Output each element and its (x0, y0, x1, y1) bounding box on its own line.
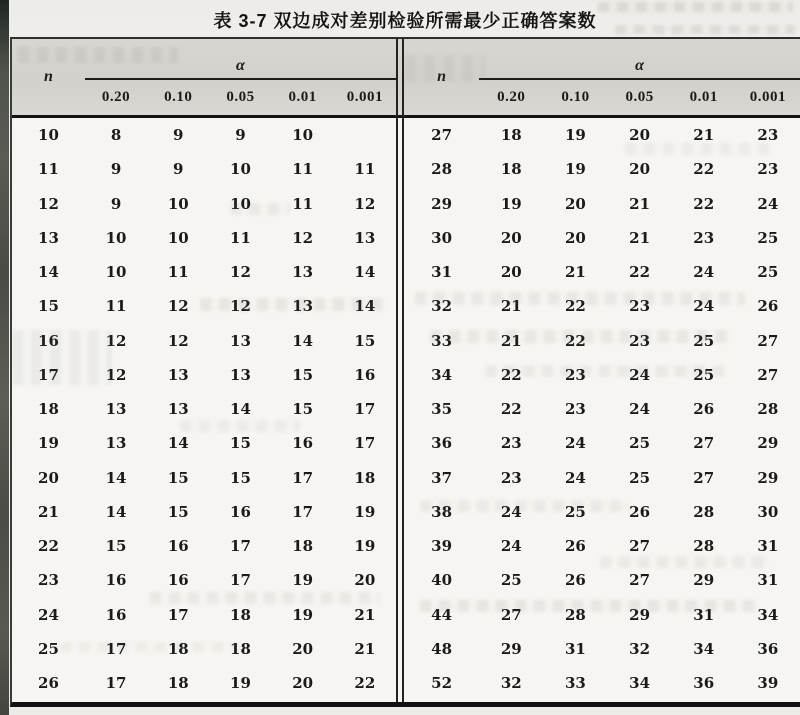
table-cell: 18 (167, 674, 189, 693)
table-row (404, 632, 800, 666)
table-cell: 27 (629, 571, 651, 590)
table-cell: 12 (230, 297, 251, 316)
table-cell: 22 (565, 297, 586, 316)
n-value-cell: 39 (431, 537, 453, 556)
table-cell: 9 (173, 160, 184, 179)
table-cell: 18 (354, 468, 376, 487)
table-cell: 20 (629, 160, 651, 179)
table-cell: 16 (105, 605, 127, 624)
alpha-level-header: 0.05 (625, 89, 654, 105)
table-cell: 25 (629, 434, 651, 453)
table-cell: 12 (105, 365, 127, 384)
table-cell: 10 (167, 228, 189, 247)
table-cell: 11 (167, 263, 189, 282)
table-cell: 31 (565, 639, 586, 658)
table-cell: 10 (105, 228, 127, 247)
table-cell: 18 (292, 537, 314, 556)
table-cell: 16 (230, 502, 251, 521)
table-cell: 25 (693, 331, 715, 350)
table-cell: 23 (500, 434, 522, 453)
table-cell: 19 (354, 537, 376, 556)
table-cell: 22 (500, 365, 522, 384)
table-cell: 19 (292, 571, 314, 590)
table-cell: 27 (693, 468, 715, 487)
table-cell: 16 (167, 537, 189, 556)
table-cell: 24 (629, 365, 651, 384)
table-cell: 13 (292, 297, 314, 316)
n-value-cell: 21 (38, 502, 59, 521)
n-column-header: n (437, 68, 447, 85)
table-cell: 27 (693, 434, 715, 453)
table-cell: 8 (110, 126, 122, 145)
table-cell: 20 (354, 571, 376, 590)
table-cell: 18 (167, 639, 189, 658)
table-cell: 12 (354, 194, 376, 213)
table-cell: 17 (230, 571, 251, 590)
table-cell: 22 (500, 400, 522, 419)
table-row (404, 187, 800, 221)
table-cell: 12 (105, 331, 127, 350)
bleedthrough-artifact (405, 55, 485, 81)
table-cell: 15 (167, 468, 189, 487)
table-cell: 24 (693, 263, 715, 282)
n-value-cell: 35 (431, 400, 453, 419)
n-value-cell: 24 (38, 605, 59, 624)
alpha-spanning-header: α (85, 39, 396, 80)
table-cell: 15 (230, 468, 251, 487)
table-cell: 19 (565, 126, 586, 145)
table-row (12, 255, 396, 289)
table-cell: 9 (235, 126, 246, 145)
table-cell: 10 (292, 126, 314, 145)
table-cell: 28 (693, 502, 715, 521)
table-cell: 27 (757, 365, 779, 384)
table-cell: 22 (629, 263, 651, 282)
table-row (404, 563, 800, 597)
table-cell: 9 (110, 160, 122, 179)
table-cell: 31 (757, 571, 779, 590)
table-cell: 17 (354, 434, 376, 453)
table-cell: 10 (230, 160, 251, 179)
table-cell: 29 (629, 605, 651, 624)
table-cell: 11 (292, 160, 314, 179)
table-middle-divider-line (396, 39, 398, 702)
table-cell: 23 (757, 160, 779, 179)
table-cell: 18 (230, 639, 251, 658)
table-cell: 16 (167, 571, 189, 590)
n-value-cell: 20 (38, 468, 59, 487)
table-cell: 17 (292, 502, 314, 521)
n-value-cell: 13 (38, 228, 59, 247)
table-cell: 14 (167, 434, 189, 453)
table-cell: 11 (292, 194, 314, 213)
table-cell: 29 (757, 434, 779, 453)
table-cell: 10 (105, 263, 127, 282)
table-cell: 13 (230, 365, 251, 384)
table-cell: 27 (757, 331, 779, 350)
table-cell: 14 (105, 468, 127, 487)
table-row (12, 187, 396, 221)
table-cell: 26 (757, 297, 779, 316)
table-cell: 13 (292, 263, 314, 282)
bleedthrough-artifact (598, 2, 793, 12)
table-cell: 21 (565, 263, 586, 282)
table-cell: 13 (167, 365, 189, 384)
bleedthrough-artifact (60, 642, 240, 652)
table-cell: 15 (292, 400, 314, 419)
table-cell: 13 (167, 400, 189, 419)
table-cell: 34 (757, 605, 779, 624)
table-cell: 24 (565, 434, 586, 453)
table-cell: 20 (629, 126, 651, 145)
table-cell: 19 (354, 502, 376, 521)
alpha-level-header: 0.01 (689, 89, 718, 105)
table-cell: 14 (292, 331, 314, 350)
table-cell: 25 (693, 365, 715, 384)
alpha-level-header: 0.01 (288, 89, 317, 105)
table-cell: 21 (354, 639, 376, 658)
table-cell: 39 (757, 674, 779, 693)
bleedthrough-artifact (420, 500, 630, 512)
table-cell: 29 (693, 571, 715, 590)
table-cell: 28 (693, 537, 715, 556)
table-cell: 9 (110, 194, 122, 213)
table-middle-divider-line (402, 39, 404, 702)
table-cell: 24 (500, 537, 522, 556)
bleedthrough-artifact (12, 330, 112, 385)
n-value-cell: 33 (431, 331, 453, 350)
table-cell: 20 (292, 639, 314, 658)
table-row (12, 529, 396, 563)
table-cell: 17 (167, 605, 189, 624)
bleedthrough-artifact (230, 203, 290, 215)
n-value-cell: 25 (38, 639, 59, 658)
table-cell: 19 (230, 674, 251, 693)
table-body-left (12, 118, 396, 702)
table-cell: 12 (167, 331, 189, 350)
table-cell: 15 (230, 434, 251, 453)
table-cell: 31 (693, 605, 715, 624)
book-gutter-shadow (0, 0, 9, 715)
alpha-spanning-header: α (479, 39, 800, 80)
n-value-cell: 44 (431, 605, 453, 624)
n-value-cell: 52 (431, 674, 453, 693)
table-cell: 36 (693, 674, 715, 693)
table-cell: 13 (105, 434, 127, 453)
table-row (404, 255, 800, 289)
table-cell: 22 (693, 160, 715, 179)
table-cell: 15 (292, 365, 314, 384)
n-value-cell: 29 (431, 194, 453, 213)
n-value-cell: 17 (38, 365, 59, 384)
table-cell: 21 (629, 228, 651, 247)
table-cell: 20 (500, 263, 522, 282)
table-cell: 23 (565, 400, 586, 419)
table-cell: 16 (105, 571, 127, 590)
table-cell: 31 (757, 537, 779, 556)
table-cell: 25 (629, 468, 651, 487)
bleedthrough-artifact (625, 143, 775, 155)
table-cell: 17 (354, 400, 376, 419)
table-cell: 11 (354, 160, 376, 179)
table-row (404, 666, 800, 700)
n-value-cell: 32 (431, 297, 453, 316)
table-row (404, 152, 800, 186)
table-row (404, 392, 800, 426)
table-cell: 18 (230, 605, 251, 624)
table-cell: 25 (500, 571, 522, 590)
alpha-level-header: 0.10 (561, 89, 590, 105)
table-cell: 11 (230, 228, 251, 247)
bleedthrough-artifact (420, 600, 760, 612)
n-value-cell: 12 (38, 194, 59, 213)
table-cell: 32 (500, 674, 522, 693)
n-value-cell: 18 (38, 400, 59, 419)
table-cell: 20 (565, 228, 586, 247)
table-cell: 24 (629, 400, 651, 419)
table-cell: 23 (629, 297, 651, 316)
n-value-cell: 27 (431, 126, 453, 145)
table-cell: 29 (500, 639, 522, 658)
table-cell: 25 (565, 502, 586, 521)
table-cell: 17 (230, 537, 251, 556)
n-value-cell: 15 (38, 297, 59, 316)
n-value-cell: 34 (431, 365, 453, 384)
alpha-level-header: 0.20 (497, 89, 526, 105)
n-value-cell: 48 (431, 639, 453, 658)
table-cell: 12 (230, 263, 251, 282)
table-cell: 33 (565, 674, 586, 693)
table-cell: 25 (757, 263, 779, 282)
table-cell: 13 (230, 331, 251, 350)
bleedthrough-artifact (430, 330, 730, 343)
n-value-cell: 16 (38, 331, 59, 350)
n-value-cell: 28 (431, 160, 453, 179)
table-title: 表 3-7 双边成对差别检验所需最少正确答案数 (213, 11, 597, 31)
table-cell: 21 (354, 605, 376, 624)
alpha-level-header: 0.001 (346, 89, 383, 105)
bleedthrough-artifact (615, 25, 795, 34)
table-cell: 19 (500, 194, 522, 213)
table-cell: 23 (757, 126, 779, 145)
table-cell: 14 (354, 297, 376, 316)
table-cell: 23 (565, 365, 586, 384)
table-cell: 28 (565, 605, 586, 624)
table-cell: 34 (693, 639, 715, 658)
table-cell: 21 (500, 297, 522, 316)
bleedthrough-artifact (200, 298, 385, 311)
table-cell: 10 (167, 194, 189, 213)
table-row (12, 495, 396, 529)
table-cell: 15 (167, 502, 189, 521)
n-value-cell: 14 (38, 263, 59, 282)
n-value-cell: 40 (431, 571, 453, 590)
bleedthrough-artifact (600, 556, 770, 568)
table-cell: 18 (500, 126, 522, 145)
alpha-level-header: 0.10 (164, 89, 193, 105)
table-cell: 14 (230, 400, 251, 419)
table-cell: 26 (693, 400, 715, 419)
table-cell: 24 (757, 194, 779, 213)
table-cell: 22 (354, 674, 376, 693)
table-cell: 19 (565, 160, 586, 179)
bleedthrough-artifact (18, 47, 178, 63)
table-cell: 26 (565, 571, 586, 590)
table-cell: 36 (757, 639, 779, 658)
table-cell: 20 (500, 228, 522, 247)
table-cell: 18 (500, 160, 522, 179)
table-row (404, 221, 800, 255)
table-cell: 13 (354, 228, 376, 247)
table-cell: 20 (292, 674, 314, 693)
table-cell: 24 (500, 502, 522, 521)
table-cell: 14 (354, 263, 376, 282)
n-value-cell: 36 (431, 434, 453, 453)
table-cell: 21 (500, 331, 522, 350)
table-cell: 17 (105, 674, 127, 693)
n-column-header: n (44, 68, 53, 85)
table-cell: 12 (167, 297, 189, 316)
table-cell: 26 (565, 537, 586, 556)
n-value-cell: 37 (431, 468, 453, 487)
table-cell: 11 (105, 297, 127, 316)
table-row (12, 666, 396, 700)
table-cell: 32 (629, 639, 651, 658)
table-cell: 17 (292, 468, 314, 487)
table-cell: 24 (565, 468, 586, 487)
n-value-cell: 11 (38, 160, 59, 179)
table-cell: 19 (292, 605, 314, 624)
n-value-cell: 10 (38, 126, 59, 145)
n-value-cell: 31 (431, 263, 453, 282)
bleedthrough-artifact (485, 365, 725, 377)
n-value-cell: 26 (38, 674, 59, 693)
n-value-cell: 30 (431, 228, 453, 247)
table-cell: 29 (757, 468, 779, 487)
n-value-cell: 23 (38, 571, 59, 590)
table-cell: 27 (500, 605, 522, 624)
table-cell: 26 (629, 502, 651, 521)
n-value-cell: 22 (38, 537, 59, 556)
table-cell: 22 (565, 331, 586, 350)
table-cell: 15 (105, 537, 127, 556)
table-cell: 16 (292, 434, 314, 453)
table-row (12, 221, 396, 255)
table-cell: 16 (354, 365, 376, 384)
bleedthrough-artifact (150, 592, 380, 604)
table-row (12, 118, 396, 152)
table-cell: 28 (757, 400, 779, 419)
table-cell: 21 (693, 126, 715, 145)
table-cell: 20 (565, 194, 586, 213)
table-row (404, 461, 800, 495)
table-cell: 9 (173, 126, 184, 145)
table-cell: 15 (354, 331, 376, 350)
table-cell: 22 (693, 194, 715, 213)
table-row (404, 426, 800, 460)
bleedthrough-artifact (180, 420, 300, 432)
table-cell: 21 (629, 194, 651, 213)
table-cell: 14 (105, 502, 127, 521)
alpha-level-header: 0.001 (749, 89, 786, 105)
table-cell: 30 (757, 502, 779, 521)
table-cell: 34 (629, 674, 651, 693)
table-cell: 13 (105, 400, 127, 419)
table-cell: 23 (693, 228, 715, 247)
alpha-level-header: 0.20 (101, 89, 131, 105)
table-row (12, 152, 396, 186)
table-cell: 12 (292, 228, 314, 247)
table-row (12, 461, 396, 495)
table-body-right (404, 118, 800, 702)
bleedthrough-artifact (415, 292, 745, 305)
alpha-level-header: 0.05 (226, 89, 255, 105)
table-cell: 23 (629, 331, 651, 350)
n-value-cell: 38 (431, 502, 453, 521)
table-cell: 25 (757, 228, 779, 247)
table-cell: 17 (105, 639, 127, 658)
table-cell: 27 (629, 537, 651, 556)
table-cell: 10 (230, 194, 251, 213)
table-cell: 23 (500, 468, 522, 487)
n-value-cell: 19 (38, 434, 59, 453)
table-cell: 24 (693, 297, 715, 316)
